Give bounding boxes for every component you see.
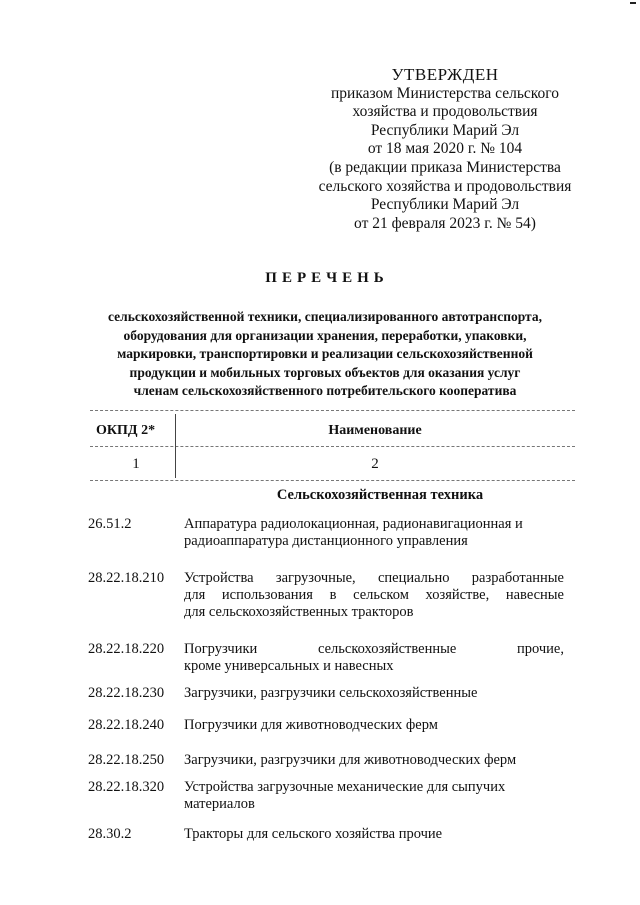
approval-line: от 21 февраля 2023 г. № 54) <box>354 214 536 232</box>
row-name-line: Погрузчики для животноводческих ферм <box>184 717 438 733</box>
row-name-line: Аппаратура радиолокационная, радионавигационная и <box>184 516 523 532</box>
table-number-rule <box>90 480 575 481</box>
subtitle-line: членам сельскохозяйственного потребительского кооператива <box>133 383 517 399</box>
approval-line: Республики Марий Эл <box>370 121 520 139</box>
approval-line: сельского хозяйства и продовольствия <box>318 177 572 195</box>
row-name-line: материалов <box>184 796 255 812</box>
row-code: 28.22.18.250 <box>88 752 165 768</box>
row-name-line: Устройства загрузочные механические для сыпучих <box>184 779 506 795</box>
row-name <box>184 779 564 813</box>
row-code: 28.30.2 <box>88 826 132 842</box>
row-code: 28.22.18.240 <box>88 717 165 733</box>
document-title: ПЕРЕЧЕНЬ <box>265 270 389 286</box>
row-name <box>184 752 564 769</box>
row-code: 26.51.2 <box>88 516 132 532</box>
row-name-line: Погрузчики сельскохозяйственные прочие, <box>184 641 564 657</box>
column-header-name: Наименование <box>328 423 422 438</box>
column-number-2: 2 <box>371 456 379 472</box>
subtitle-line: продукции и мобильных торговых объектов для оказания услуг <box>129 364 521 380</box>
approval-line: приказом Министерства сельского <box>330 84 559 102</box>
row-code: 28.22.18.320 <box>88 779 165 795</box>
row-name-line: Устройства загрузочные, специально разработанные <box>184 570 564 586</box>
row-name-line: радиоаппаратура дистанционного управления <box>184 533 468 549</box>
row-name-line: кроме универсальных и навесных <box>184 658 394 674</box>
row-name <box>184 717 564 734</box>
row-name <box>184 570 564 621</box>
row-name-line: Тракторы для сельского хозяйства прочие <box>184 826 443 842</box>
subtitle-line: оборудования для организации хранения, переработки, упаковки, <box>123 327 527 343</box>
subtitle-line: сельскохозяйственной техники, специализированного автотранспорта, <box>108 309 542 324</box>
section-heading: Сельскохозяйственная техника <box>276 487 484 503</box>
row-name <box>184 641 564 675</box>
approval-line: Республики Марий Эл <box>370 196 520 214</box>
document-subtitle <box>75 308 575 401</box>
approval-line: от 18 мая 2020 г. № 104 <box>367 140 523 158</box>
table-header-rule <box>90 446 575 447</box>
row-name-line: для сельскохозяйственных тракторов <box>184 604 414 620</box>
row-name <box>184 826 564 843</box>
column-header-code: ОКПД 2* <box>96 423 156 438</box>
approval-line: (в редакции приказа Министерства <box>329 158 561 176</box>
approval-heading: УТВЕРЖДЕН <box>391 65 499 84</box>
row-name-line: Загрузчики, разгрузчики сельскохозяйственные <box>184 685 478 701</box>
row-code: 28.22.18.230 <box>88 685 165 701</box>
row-code: 28.22.18.210 <box>88 570 165 586</box>
row-name-line: Загрузчики, разгрузчики для животноводческих ферм <box>184 752 517 768</box>
column-number-1: 1 <box>132 456 140 472</box>
row-name <box>184 685 564 702</box>
row-name <box>184 516 564 550</box>
row-code: 28.22.18.220 <box>88 641 165 657</box>
approval-line: хозяйства и продовольствия <box>352 103 538 121</box>
subtitle-line: маркировки, транспортировки и реализации сельскохозяйственной <box>117 346 533 362</box>
row-name-line: для использования в сельском хозяйстве, навесные <box>184 587 564 603</box>
scan-mark <box>630 2 636 4</box>
table-top-rule <box>90 410 575 411</box>
approval-block <box>310 66 580 233</box>
